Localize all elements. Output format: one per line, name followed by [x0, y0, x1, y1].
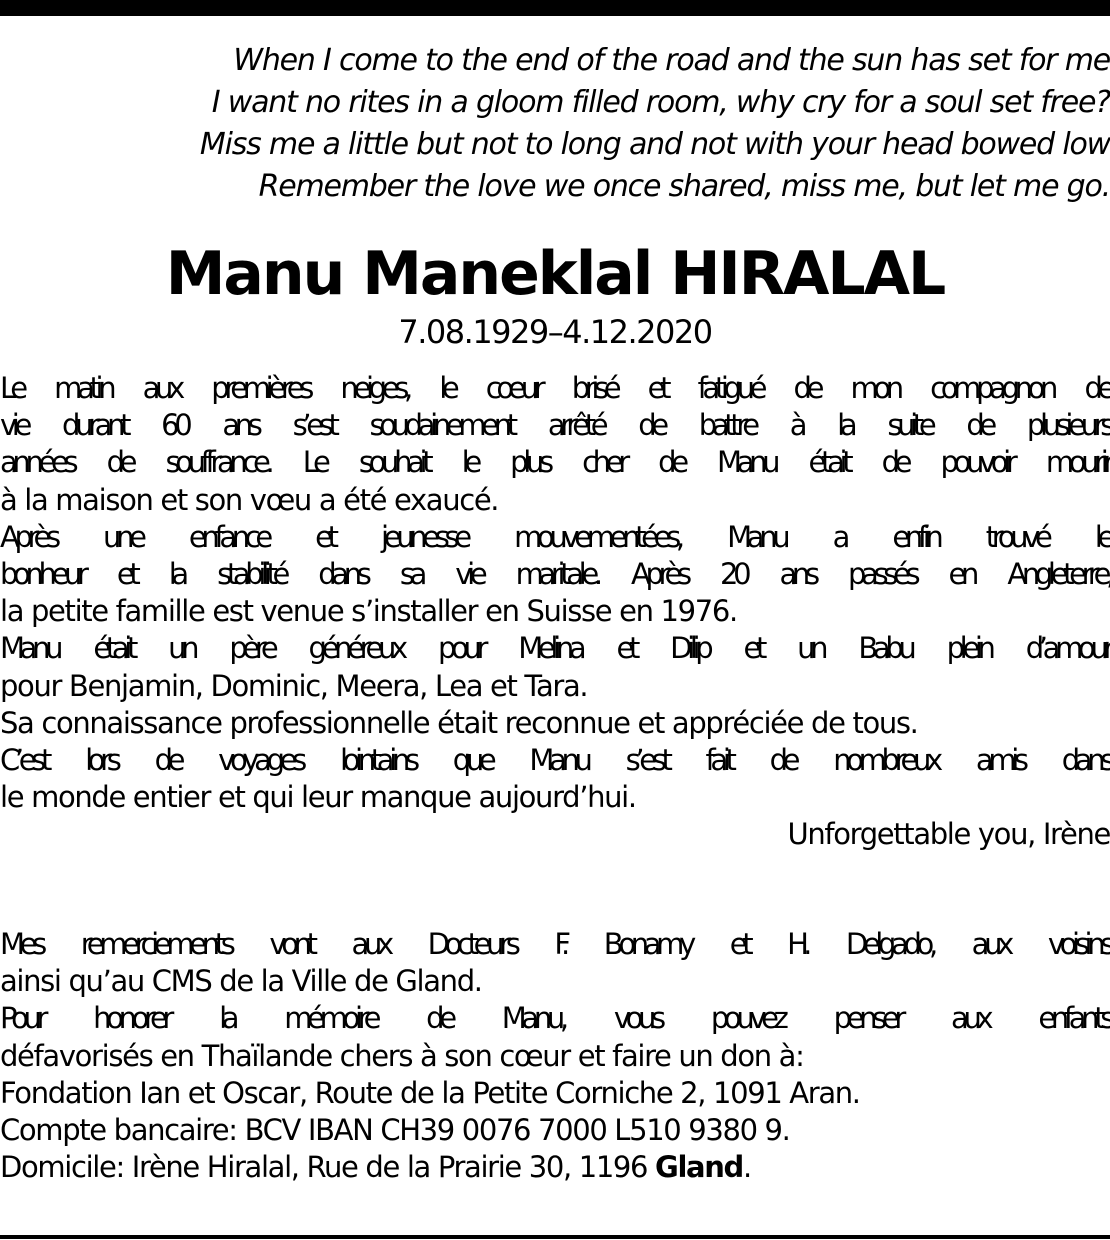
text-line: le monde entier et qui leur manque aujourd’hui. — [0, 780, 636, 815]
text-line: Sa connaissance professionnelle était reconnue et appréciée de tous. — [0, 705, 918, 740]
signature: Unforgettable you, Irène — [787, 817, 1110, 852]
text-line: Fondation Ian et Oscar, Route de la Petite Corniche 2, 1091 Aran. — [0, 1075, 860, 1110]
text-line: ainsi qu’au CMS de la Ville de Gland. — [0, 964, 482, 999]
text-line: Le matin aux premières neiges, le cœur brisé et fatigué de mon compagnon de — [0, 371, 1110, 405]
text-line: vie durant 60 ans s’est soudainement arrêté de battre à la suite de plusieurs — [0, 408, 1110, 443]
text-line: Après une enfance et jeunesse mouvementées, Manu a enfin trouvé le — [0, 519, 1110, 554]
closing-text — [0, 926, 1110, 1186]
text-line: Mes remerciements vont aux Docteurs F. Bonamy et H. Delgado, aux voisins — [0, 927, 1110, 961]
life-dates: 7.08.1929–4.12.2020 — [398, 313, 712, 351]
text-line: années de souffrance. Le souhait le plus cher de Manu était de pouvoir mourir — [0, 445, 1110, 480]
domicile-place: Gland — [655, 1150, 743, 1185]
poem-line: Miss me a little but not to long and not with your head bowed low — [199, 127, 1110, 162]
poem-line: I want no rites in a gloom filled room, why cry for a soul set free? — [211, 85, 1110, 120]
domicile-end: . — [742, 1150, 751, 1185]
text-line: Compte bancaire: BCV IBAN CH39 0076 7000 L510 9380 9. — [0, 1113, 790, 1148]
text-line: à la maison et son vœu a été exaucé. — [0, 482, 499, 517]
domicile-line — [0, 1149, 1110, 1186]
text-line: Manu était un père généreux pour Melina et Dilip et un Babu plein d’amour — [0, 631, 1110, 666]
deceased-name: Manu Maneklal HIRALAL — [165, 239, 945, 309]
main-text — [0, 370, 1110, 854]
top-rule — [0, 0, 1110, 16]
poem-line: Remember the love we once shared, miss me, but let me go. — [258, 169, 1110, 204]
text-line: la petite famille est venue s’installer en Suisse en 1976. — [0, 594, 737, 629]
bottom-rule — [0, 1235, 1110, 1239]
text-line: pour Benjamin, Dominic, Meera, Lea et Tara. — [0, 668, 588, 703]
text-line: C’est lors de voyages lointains que Manu s’est fait de nombreux amis dans — [0, 743, 1110, 778]
poem — [0, 40, 1110, 208]
poem-line: When I come to the end of the road and the sun has set for me — [233, 43, 1110, 78]
domicile-text: Domicile: Irène Hiralal, Rue de la Prairie 30, 1196 — [0, 1150, 655, 1185]
text-line: défavorisés en Thaïlande chers à son cœur et faire un don à: — [0, 1038, 804, 1073]
text-line: bonheur et la stabilité dans sa vie maritale. Après 20 ans passés en Angleterre, — [0, 557, 1110, 592]
text-line: Pour honorer la mémoire de Manu, vous pouvez penser aux enfants — [0, 1001, 1110, 1036]
